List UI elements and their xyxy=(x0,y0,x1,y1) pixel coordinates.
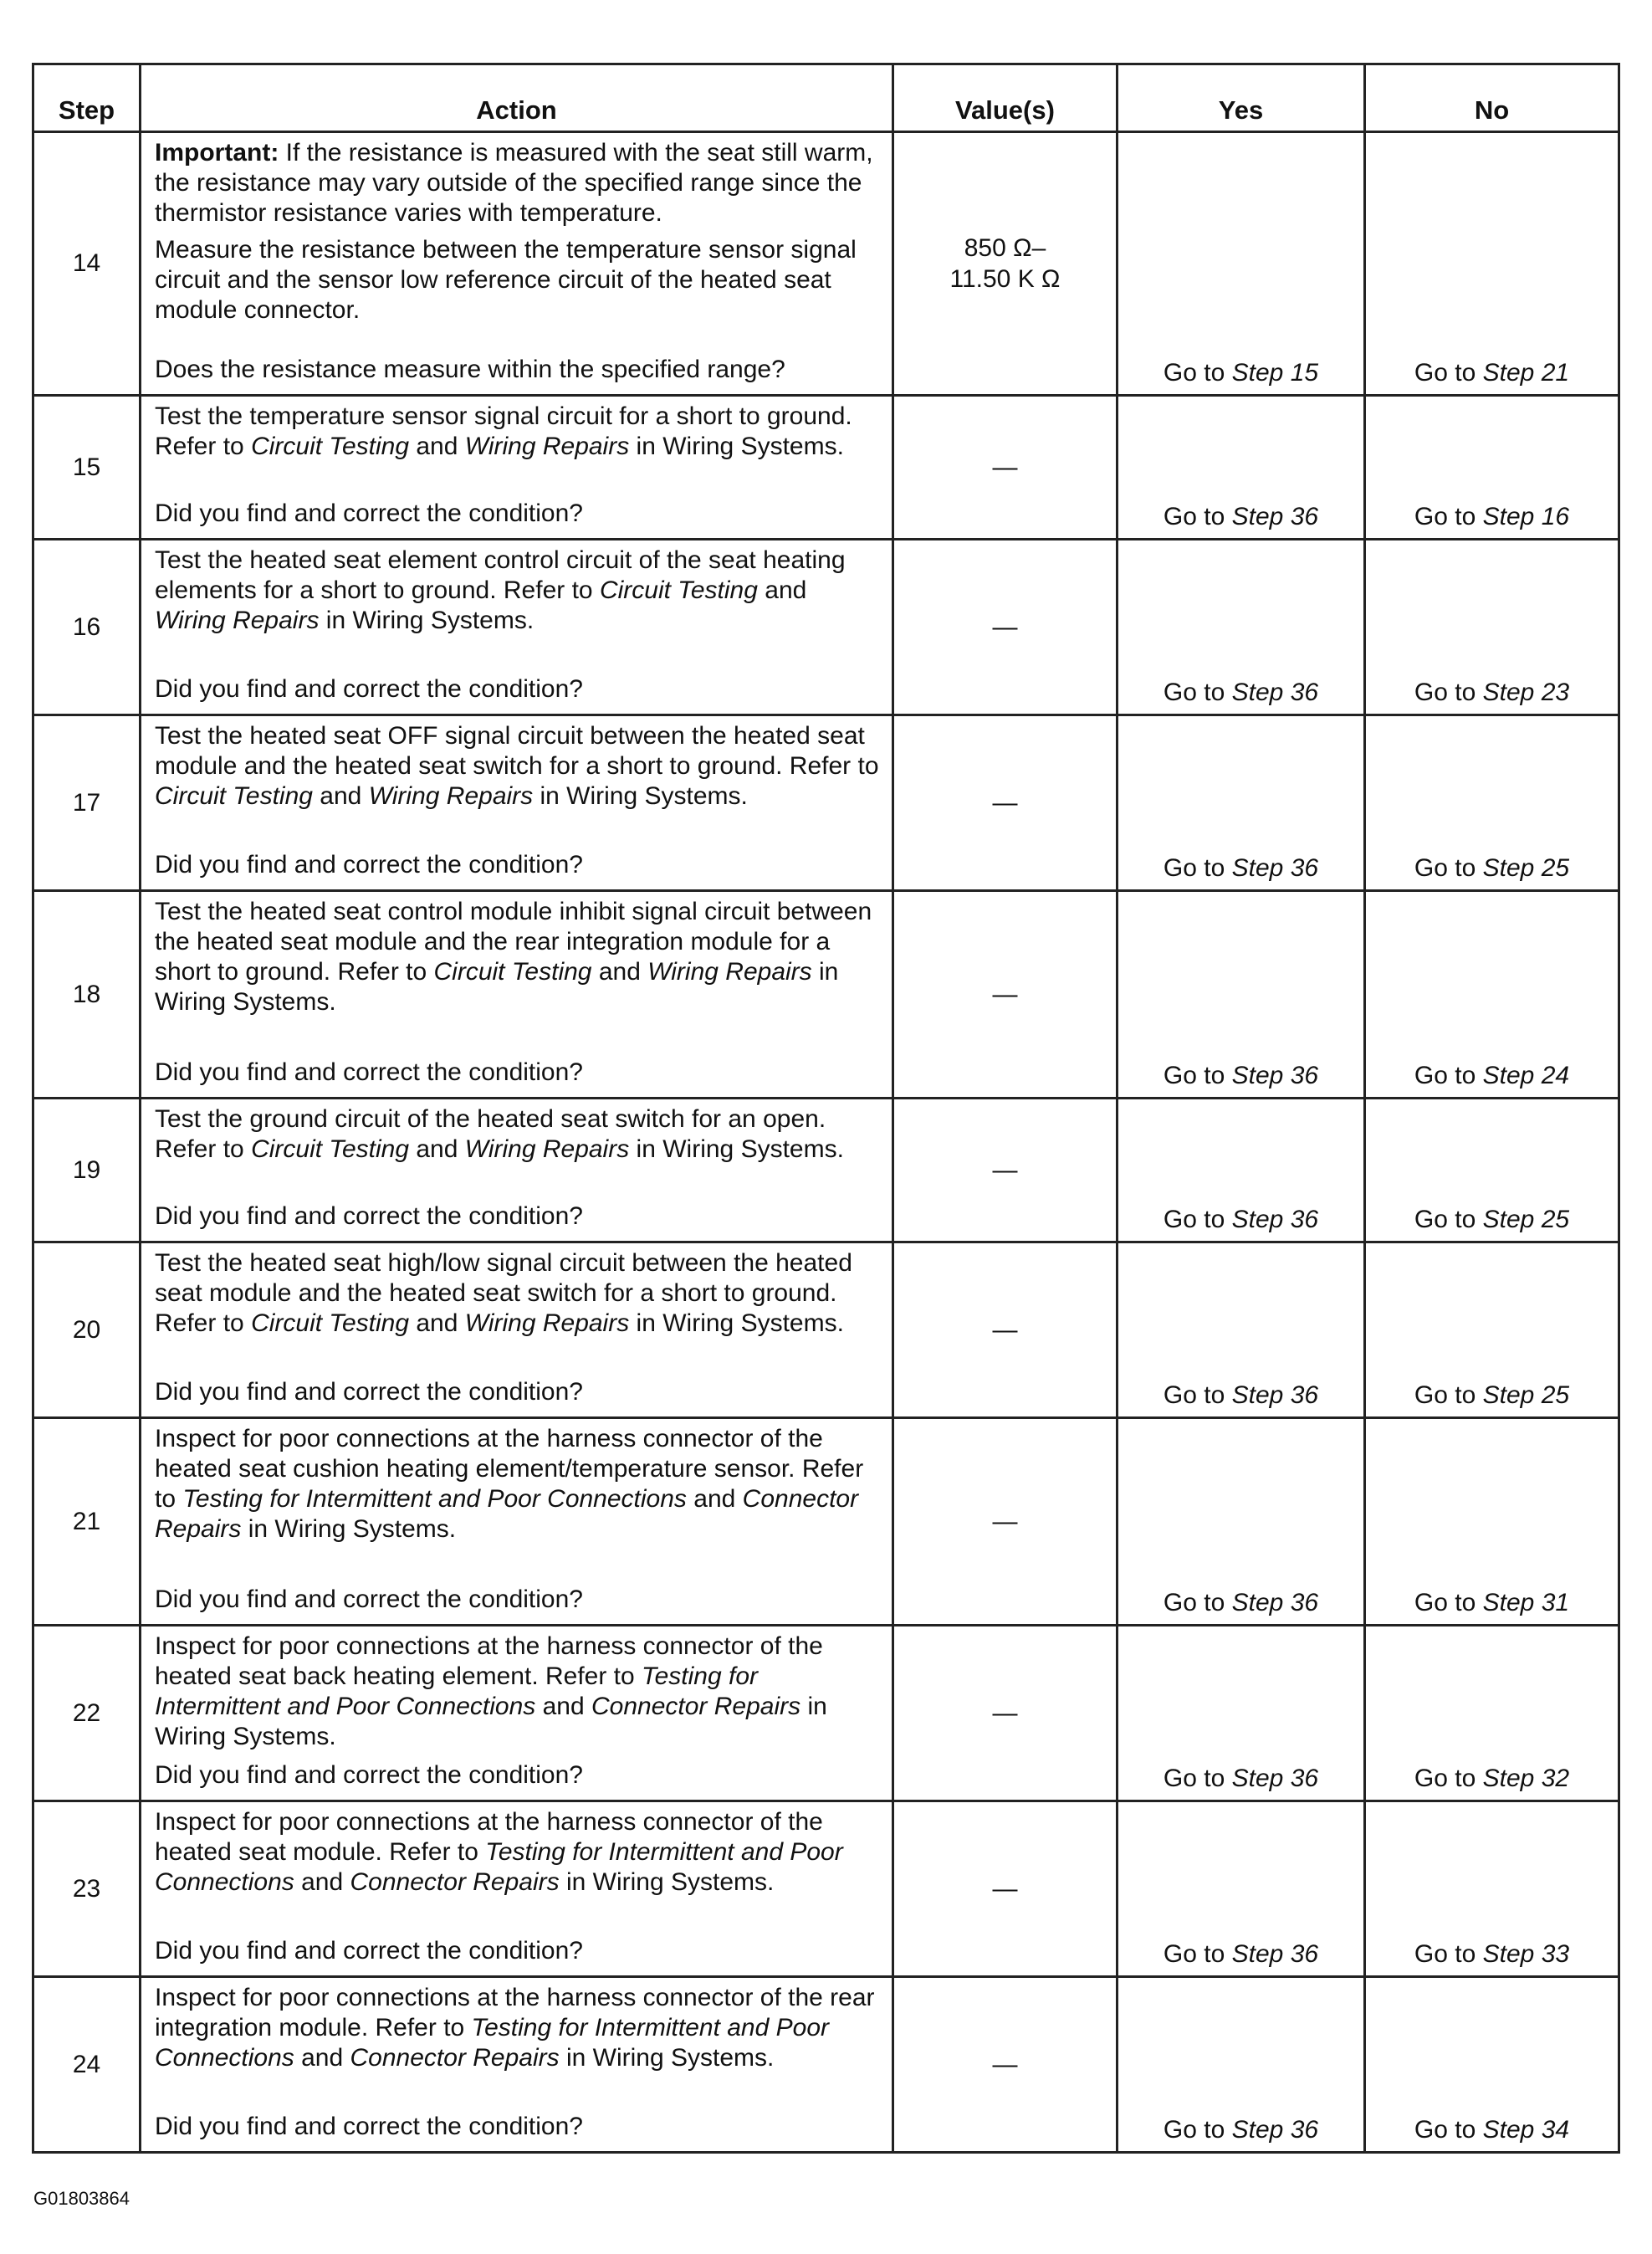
value-line: — xyxy=(992,789,1018,817)
reference-title: Circuit Testing xyxy=(251,433,410,460)
table-row xyxy=(33,1418,1619,1626)
action-cell xyxy=(141,1099,893,1242)
action-instructions xyxy=(155,1983,880,2080)
value-cell xyxy=(893,1977,1118,2153)
action-question: Did you find and correct the condition? xyxy=(155,1202,583,1230)
value-cell xyxy=(893,1099,1118,1242)
no-step-link[interactable]: Step 24 xyxy=(1482,1062,1570,1089)
step-number: 17 xyxy=(33,715,141,891)
no-step-link[interactable]: Step 34 xyxy=(1482,2116,1570,2144)
action-paragraph xyxy=(155,235,880,325)
action-paragraph xyxy=(155,1104,880,1165)
go-to-label: Go to xyxy=(1163,1062,1232,1089)
reference-title: Connector Repairs xyxy=(350,2044,560,2072)
action-text: in Wiring Systems. xyxy=(155,1693,827,1750)
value-cell xyxy=(893,1801,1118,1977)
yes-step-link[interactable]: Step 36 xyxy=(1231,679,1319,706)
no-step-link[interactable]: Step 25 xyxy=(1482,1206,1570,1233)
action-instructions xyxy=(155,721,880,818)
step-number: 16 xyxy=(33,540,141,715)
action-paragraph xyxy=(155,897,880,1017)
value-line: — xyxy=(992,1699,1018,1727)
action-question: Did you find and correct the condition? xyxy=(155,1937,583,1965)
yes-step-link[interactable]: Step 36 xyxy=(1231,1940,1319,1968)
important-label: Important: xyxy=(155,139,279,166)
go-to-label: Go to xyxy=(1414,679,1483,706)
go-to-label: Go to xyxy=(1414,1062,1483,1089)
go-to-label: Go to xyxy=(1414,1206,1483,1233)
action-cell xyxy=(141,1977,893,2153)
reference-title: Circuit Testing xyxy=(433,958,592,986)
action-paragraph xyxy=(155,1632,880,1752)
action-text: Test the heated seat high/low signal circuit between the heated seat module and the heated seat switch for a short to ground. Refer to xyxy=(155,1249,852,1337)
action-cell xyxy=(141,1626,893,1801)
reference-title: Wiring Repairs xyxy=(368,782,534,810)
action-cell xyxy=(141,1801,893,1977)
table-row xyxy=(33,1626,1619,1801)
action-text: in Wiring Systems. xyxy=(629,1309,844,1337)
diagnostic-table xyxy=(32,63,1620,2154)
header-yes: Yes xyxy=(1118,64,1365,132)
yes-step-link[interactable]: Step 15 xyxy=(1231,359,1319,387)
action-text: and xyxy=(409,433,465,460)
value-cell xyxy=(893,396,1118,540)
action-cell xyxy=(141,540,893,715)
no-cell xyxy=(1365,540,1619,715)
action-question: Did you find and correct the condition? xyxy=(155,1058,583,1086)
yes-cell xyxy=(1118,891,1365,1099)
action-instructions xyxy=(155,138,880,332)
action-text: Measure the resistance between the temperature sensor signal circuit and the sensor low reference circuit of the heated seat module connector. xyxy=(155,236,857,324)
step-number: 14 xyxy=(33,132,141,396)
value-line: — xyxy=(992,1875,1018,1903)
header-no: No xyxy=(1365,64,1619,132)
go-to-label: Go to xyxy=(1414,1381,1483,1409)
action-instructions xyxy=(155,1424,880,1551)
go-to-label: Go to xyxy=(1163,1206,1232,1233)
step-number: 20 xyxy=(33,1242,141,1418)
action-question: Does the resistance measure within the specified range? xyxy=(155,356,785,383)
action-paragraph xyxy=(155,546,880,636)
yes-step-link[interactable]: Step 36 xyxy=(1231,1062,1319,1089)
table-row xyxy=(33,540,1619,715)
action-paragraph xyxy=(155,1424,880,1545)
action-question: Did you find and correct the condition? xyxy=(155,851,583,879)
value-line: — xyxy=(992,2051,1018,2078)
value-cell xyxy=(893,715,1118,891)
reference-title: Connector Repairs xyxy=(350,1868,560,1896)
yes-cell xyxy=(1118,540,1365,715)
value-line: — xyxy=(992,613,1018,641)
yes-cell xyxy=(1118,1418,1365,1626)
value-line: 850 Ω– xyxy=(964,234,1046,262)
action-content xyxy=(155,1248,880,1407)
reference-title: Wiring Repairs xyxy=(647,958,812,986)
action-content xyxy=(155,1983,880,2142)
yes-step-link[interactable]: Step 36 xyxy=(1231,1381,1319,1409)
action-paragraph xyxy=(155,1983,880,2073)
reference-title: Connector Repairs xyxy=(591,1693,801,1720)
yes-step-link[interactable]: Step 36 xyxy=(1231,1765,1319,1792)
no-step-link[interactable]: Step 21 xyxy=(1482,359,1570,387)
yes-cell xyxy=(1118,1626,1365,1801)
action-content xyxy=(155,1807,880,1966)
action-text: Test the ground circuit of the heated seat switch for an open. Refer to xyxy=(155,1105,826,1163)
action-content xyxy=(155,1104,880,1232)
action-paragraph xyxy=(155,1807,880,1898)
go-to-label: Go to xyxy=(1163,2116,1232,2144)
step-number: 23 xyxy=(33,1801,141,1977)
action-content xyxy=(155,138,880,385)
value-line: — xyxy=(992,981,1018,1008)
go-to-label: Go to xyxy=(1414,854,1483,882)
action-text: in Wiring Systems. xyxy=(629,1135,844,1163)
header-action: Action xyxy=(141,64,893,132)
action-question: Did you find and correct the condition? xyxy=(155,675,583,703)
table-row xyxy=(33,1242,1619,1418)
figure-id: G01803864 xyxy=(33,2188,130,2209)
yes-step-link[interactable]: Step 36 xyxy=(1231,1589,1319,1616)
go-to-label: Go to xyxy=(1163,1765,1232,1792)
no-cell xyxy=(1365,1977,1619,2153)
action-text: in Wiring Systems. xyxy=(533,782,748,810)
action-text: and xyxy=(409,1309,465,1337)
action-instructions xyxy=(155,897,880,1024)
action-paragraph xyxy=(155,138,880,228)
table-row xyxy=(33,1977,1619,2153)
action-text: Test the temperature sensor signal circuit for a short to ground. Refer to xyxy=(155,402,852,460)
value-cell xyxy=(893,1242,1118,1418)
yes-cell xyxy=(1118,132,1365,396)
action-content xyxy=(155,721,880,880)
reference-title: Wiring Repairs xyxy=(464,1309,630,1337)
action-content xyxy=(155,1424,880,1615)
header-step: Step xyxy=(33,64,141,132)
action-question: Did you find and correct the condition? xyxy=(155,499,583,527)
go-to-label: Go to xyxy=(1414,503,1483,530)
table-row xyxy=(33,715,1619,891)
reference-title: Testing for Intermittent and Poor Connections xyxy=(155,1662,759,1720)
action-text: in Wiring Systems. xyxy=(155,958,839,1016)
action-text: Test the heated seat OFF signal circuit between the heated seat module and the heated seat switch for a short to ground. Refer to xyxy=(155,722,879,780)
action-text: Inspect for poor connections at the harness connector of the rear integration module. Refer to xyxy=(155,1984,875,2041)
reference-title: Wiring Repairs xyxy=(464,1135,630,1163)
diagnostic-table-sheet xyxy=(32,63,1618,2154)
no-cell xyxy=(1365,1801,1619,1977)
go-to-label: Go to xyxy=(1414,1589,1483,1616)
no-step-link[interactable]: Step 25 xyxy=(1482,1381,1570,1409)
action-instructions xyxy=(155,546,880,643)
value-cell xyxy=(893,1626,1118,1801)
action-cell xyxy=(141,715,893,891)
action-paragraph xyxy=(155,402,880,462)
no-cell xyxy=(1365,132,1619,396)
action-text: and xyxy=(591,958,648,986)
value-cell xyxy=(893,1418,1118,1626)
action-content xyxy=(155,546,880,704)
yes-cell xyxy=(1118,1977,1365,2153)
action-question: Did you find and correct the condition? xyxy=(155,2113,583,2140)
action-content xyxy=(155,1632,880,1790)
go-to-label: Go to xyxy=(1414,1940,1483,1968)
action-text: and xyxy=(294,1868,350,1896)
go-to-label: Go to xyxy=(1163,1589,1232,1616)
no-step-link[interactable]: Step 25 xyxy=(1482,854,1570,882)
no-cell xyxy=(1365,1099,1619,1242)
value-cell xyxy=(893,540,1118,715)
no-cell xyxy=(1365,1242,1619,1418)
action-text: If the resistance is measured with the seat still warm, the resistance may vary outside of the specified range since the thermistor resistance varies with temperature. xyxy=(155,139,873,227)
no-cell xyxy=(1365,1418,1619,1626)
reference-title: Wiring Repairs xyxy=(155,607,320,634)
value-line: — xyxy=(992,453,1018,481)
action-paragraph xyxy=(155,721,880,812)
action-text: in Wiring Systems. xyxy=(559,1868,775,1896)
step-number: 24 xyxy=(33,1977,141,2153)
go-to-label: Go to xyxy=(1163,854,1232,882)
yes-cell xyxy=(1118,396,1365,540)
table-header-row xyxy=(33,64,1619,132)
step-number: 18 xyxy=(33,891,141,1099)
go-to-label: Go to xyxy=(1163,1381,1232,1409)
yes-cell xyxy=(1118,1242,1365,1418)
action-text: Test the heated seat element control circuit of the seat heating elements for a short to ground. Refer to xyxy=(155,546,846,604)
action-text: and xyxy=(294,2044,350,2072)
action-question: Did you find and correct the condition? xyxy=(155,1378,583,1406)
action-instructions xyxy=(155,1248,880,1345)
action-question: Did you find and correct the condition? xyxy=(155,1761,583,1789)
table-row xyxy=(33,132,1619,396)
yes-step-link[interactable]: Step 36 xyxy=(1231,2116,1319,2144)
action-text: in Wiring Systems. xyxy=(241,1515,457,1543)
reference-title: Circuit Testing xyxy=(599,576,758,604)
go-to-label: Go to xyxy=(1414,2116,1483,2144)
go-to-label: Go to xyxy=(1163,679,1232,706)
go-to-label: Go to xyxy=(1414,1765,1483,1792)
value-line: — xyxy=(992,1316,1018,1344)
action-paragraph xyxy=(155,1248,880,1339)
action-text: and xyxy=(686,1485,743,1513)
reference-title: Circuit Testing xyxy=(251,1309,410,1337)
value-line: 11.50 K Ω xyxy=(949,265,1061,293)
value-line: — xyxy=(992,1156,1018,1184)
reference-title: Testing for Intermittent and Poor Connections xyxy=(182,1485,687,1513)
no-step-link[interactable]: Step 32 xyxy=(1482,1765,1570,1792)
action-text: Inspect for poor connections at the harness connector of the heated seat cushion heating element/temperature sensor. Refer to xyxy=(155,1425,864,1513)
step-number: 15 xyxy=(33,396,141,540)
step-number: 19 xyxy=(33,1099,141,1242)
no-step-link[interactable]: Step 16 xyxy=(1482,503,1570,530)
reference-title: Circuit Testing xyxy=(155,782,313,810)
no-cell xyxy=(1365,1626,1619,1801)
no-step-link[interactable]: Step 31 xyxy=(1482,1589,1570,1616)
reference-title: Connector Repairs xyxy=(155,1485,859,1543)
action-instructions xyxy=(155,1632,880,1759)
table-row xyxy=(33,1099,1619,1242)
action-cell xyxy=(141,1418,893,1626)
go-to-label: Go to xyxy=(1163,359,1232,387)
step-number: 21 xyxy=(33,1418,141,1626)
no-cell xyxy=(1365,715,1619,891)
yes-step-link[interactable]: Step 36 xyxy=(1231,854,1319,882)
table-row xyxy=(33,396,1619,540)
reference-title: Testing for Intermittent and Poor Connections xyxy=(155,1838,843,1896)
value-cell xyxy=(893,891,1118,1099)
yes-cell xyxy=(1118,1801,1365,1977)
action-text: and xyxy=(409,1135,465,1163)
action-instructions xyxy=(155,402,880,469)
go-to-label: Go to xyxy=(1163,503,1232,530)
yes-step-link[interactable]: Step 36 xyxy=(1231,1206,1319,1233)
value-cell xyxy=(893,132,1118,396)
action-instructions xyxy=(155,1807,880,1904)
yes-cell xyxy=(1118,715,1365,891)
no-cell xyxy=(1365,396,1619,540)
action-content xyxy=(155,402,880,529)
action-text: and xyxy=(757,576,807,604)
action-cell xyxy=(141,1242,893,1418)
go-to-label: Go to xyxy=(1163,1940,1232,1968)
yes-step-link[interactable]: Step 36 xyxy=(1231,503,1319,530)
action-text: in Wiring Systems. xyxy=(629,433,844,460)
reference-title: Wiring Repairs xyxy=(464,433,630,460)
action-content xyxy=(155,897,880,1088)
action-question: Did you find and correct the condition? xyxy=(155,1585,583,1613)
no-step-link[interactable]: Step 23 xyxy=(1482,679,1570,706)
action-instructions xyxy=(155,1104,880,1171)
step-number: 22 xyxy=(33,1626,141,1801)
action-cell xyxy=(141,891,893,1099)
action-text: Inspect for poor connections at the harness connector of the heated seat module. Refer to xyxy=(155,1808,823,1866)
value-line: — xyxy=(992,1508,1018,1535)
action-text: in Wiring Systems. xyxy=(319,607,534,634)
go-to-label: Go to xyxy=(1414,359,1483,387)
action-cell xyxy=(141,132,893,396)
no-step-link[interactable]: Step 33 xyxy=(1482,1940,1570,1968)
table-body xyxy=(33,132,1619,2153)
action-text: Inspect for poor connections at the harness connector of the heated seat back heating element. Refer to xyxy=(155,1632,823,1690)
reference-title: Testing for Intermittent and Poor Connections xyxy=(155,2014,830,2072)
action-text: in Wiring Systems. xyxy=(559,2044,775,2072)
reference-title: Circuit Testing xyxy=(251,1135,410,1163)
yes-cell xyxy=(1118,1099,1365,1242)
table-row xyxy=(33,1801,1619,1977)
action-text: and xyxy=(535,1693,591,1720)
action-cell xyxy=(141,396,893,540)
table-row xyxy=(33,891,1619,1099)
action-text: Test the heated seat control module inhibit signal circuit between the heated seat module and the rear integration module for a short to ground. Refer to xyxy=(155,898,872,986)
header-values: Value(s) xyxy=(893,64,1118,132)
no-cell xyxy=(1365,891,1619,1099)
action-text: and xyxy=(312,782,369,810)
